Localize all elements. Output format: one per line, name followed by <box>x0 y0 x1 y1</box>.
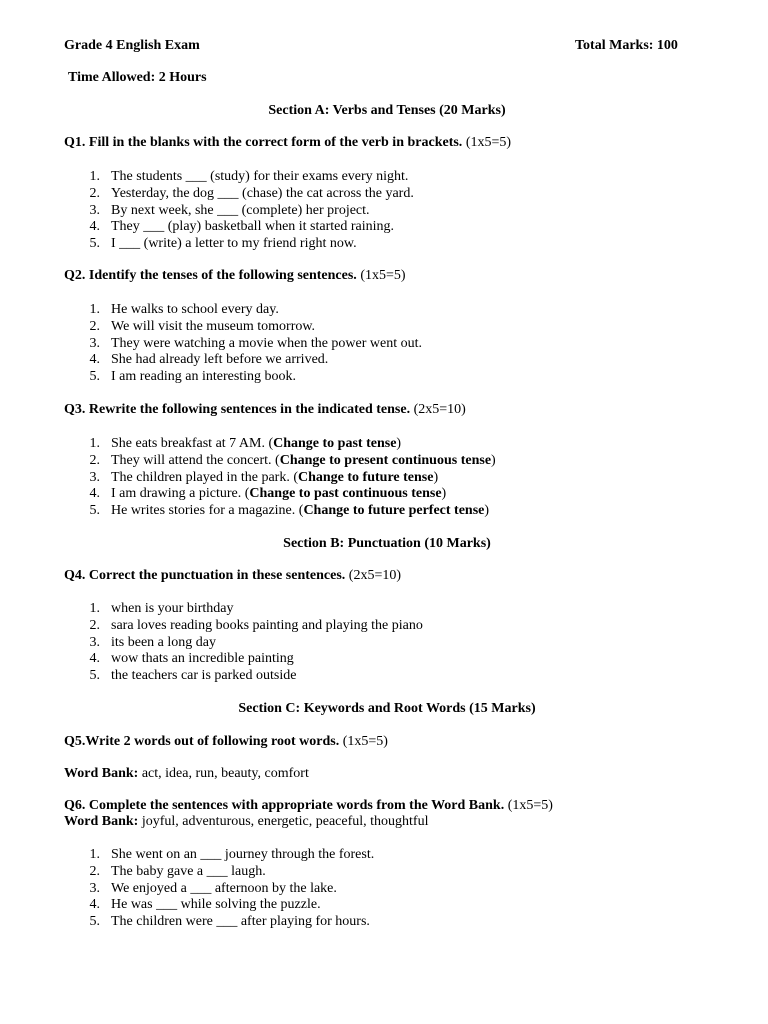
item-number: 5. <box>89 503 100 519</box>
exam-title: Grade 4 English Exam <box>64 38 200 53</box>
item-number: 1. <box>89 436 100 451</box>
item-text: the teachers car is parked outside <box>111 668 297 684</box>
item-number: 4. <box>89 219 100 235</box>
q2-heading <box>64 268 406 285</box>
sentence: They will attend the concert. ( <box>111 452 280 468</box>
q5-word-bank <box>64 766 309 783</box>
item-number: 1. <box>89 847 100 862</box>
q6-list <box>0 847 768 931</box>
item-text: I am reading an interesting book. <box>111 369 297 385</box>
item-text: She had already left before we arrived. <box>111 352 329 368</box>
q2-marks: (1x5=5) <box>356 268 406 283</box>
section-c-heading: Section C: Keywords and Root Words (15 Marks) <box>238 701 536 716</box>
tense-instruction: Change to past continuous tense <box>249 486 442 502</box>
close-paren: ) <box>484 503 490 519</box>
item-text <box>111 470 438 487</box>
item-number: 3. <box>89 335 100 351</box>
item-number: 2. <box>89 185 100 201</box>
q3-heading <box>64 402 466 419</box>
item-text: The students ___ (study) for their exams every night. <box>111 169 409 184</box>
close-paren: ) <box>441 486 447 502</box>
item-text: She went on an ___ journey through the forest. <box>111 847 375 862</box>
word-bank-words: act, idea, run, beauty, comfort <box>138 766 309 781</box>
item-number: 5. <box>89 914 100 930</box>
close-paren: ) <box>433 469 439 485</box>
q5-marks: (1x5=5) <box>339 734 388 749</box>
section-a-heading: Section A: Verbs and Tenses (20 Marks) <box>268 103 506 118</box>
item-number: 4. <box>89 486 100 502</box>
q1-heading <box>64 135 511 152</box>
item-text: He was ___ while solving the puzzle. <box>111 897 321 913</box>
item-text: its been a long day <box>111 634 216 650</box>
item-text: The children were ___ after playing for hours. <box>111 914 370 930</box>
item-text <box>111 436 401 453</box>
item-number: 1. <box>89 169 100 184</box>
item-text: when is your birthday <box>111 601 234 616</box>
close-paren: ) <box>491 452 496 468</box>
item-number: 2. <box>89 452 100 468</box>
item-number: 2. <box>89 318 100 334</box>
q5-heading <box>64 734 388 751</box>
word-bank-label: Word Bank: <box>64 814 139 829</box>
item-text: We enjoyed a ___ afternoon by the lake. <box>111 880 337 896</box>
word-bank-words: joyful, adventurous, energetic, peaceful, thoughtful <box>138 814 429 829</box>
word-bank-label: Word Bank: <box>64 766 139 781</box>
item-number: 5. <box>89 668 100 684</box>
item-text <box>111 453 496 470</box>
tense-instruction: Change to future perfect tense <box>303 503 485 519</box>
q6-heading <box>64 798 553 815</box>
item-number: 2. <box>89 863 100 879</box>
q1-prompt: Q1. Fill in the blanks with the correct form of the verb in brackets. <box>64 135 463 150</box>
item-text: I ___ (write) a letter to my friend right now. <box>111 236 357 252</box>
time-allowed: Time Allowed: 2 Hours <box>68 70 207 85</box>
sentence: I am drawing a picture. ( <box>111 486 250 502</box>
item-number: 5. <box>89 369 100 385</box>
tense-instruction: Change to present continuous tense <box>279 452 492 468</box>
sentence: She eats breakfast at 7 AM. ( <box>111 436 274 451</box>
item-number: 4. <box>89 897 100 913</box>
item-number: 1. <box>89 302 100 317</box>
section-b-heading: Section B: Punctuation (10 Marks) <box>283 536 491 551</box>
item-text: sara loves reading books painting and playing the piano <box>111 617 423 633</box>
q4-marks: (2x5=10) <box>345 568 402 583</box>
q3-marks: (2x5=10) <box>410 402 466 417</box>
item-text: He walks to school every day. <box>111 302 279 317</box>
q1-marks: (1x5=5) <box>462 135 512 150</box>
q2-prompt: Q2. Identify the tenses of the following sentences. <box>64 268 357 283</box>
q6-word-bank <box>64 814 428 831</box>
q5-prompt: Q5.Write 2 words out of following root words. <box>64 734 340 749</box>
q4-list <box>0 601 768 685</box>
q6-prompt: Q6. Complete the sentences with appropriate words from the Word Bank. <box>64 798 505 813</box>
total-marks: Total Marks: 100 <box>575 38 678 53</box>
item-number: 1. <box>89 601 100 616</box>
item-text: They were watching a movie when the power went out. <box>111 335 423 351</box>
item-number: 3. <box>89 469 100 485</box>
item-number: 3. <box>89 634 100 650</box>
item-text: The baby gave a ___ laugh. <box>111 863 266 879</box>
q6-marks: (1x5=5) <box>504 798 553 813</box>
tense-instruction: Change to future tense <box>297 469 434 485</box>
item-number: 2. <box>89 617 100 633</box>
tense-instruction: Change to past tense <box>273 436 397 451</box>
item-text: wow thats an incredible painting <box>111 651 294 667</box>
item-number: 4. <box>89 651 100 667</box>
q4-prompt: Q4. Correct the punctuation in these sentences. <box>64 568 346 583</box>
item-number: 4. <box>89 352 100 368</box>
sentence: He writes stories for a magazine. ( <box>111 503 304 519</box>
item-text <box>111 486 446 503</box>
q3-prompt: Q3. Rewrite the following sentences in the indicated tense. <box>64 402 411 417</box>
item-text: We will visit the museum tomorrow. <box>111 318 316 334</box>
item-text: Yesterday, the dog ___ (chase) the cat across the yard. <box>111 185 414 201</box>
item-number: 3. <box>89 202 100 218</box>
sentence: The children played in the park. ( <box>111 469 298 485</box>
close-paren: ) <box>396 436 402 451</box>
item-text: They ___ (play) basketball when it started raining. <box>111 219 395 235</box>
item-number: 3. <box>89 880 100 896</box>
item-number: 5. <box>89 236 100 252</box>
q1-list <box>0 169 768 253</box>
item-text <box>111 503 489 520</box>
q3-list <box>0 436 768 520</box>
q4-heading <box>64 568 401 585</box>
item-text: By next week, she ___ (complete) her project. <box>111 202 370 218</box>
q2-list <box>0 302 768 386</box>
